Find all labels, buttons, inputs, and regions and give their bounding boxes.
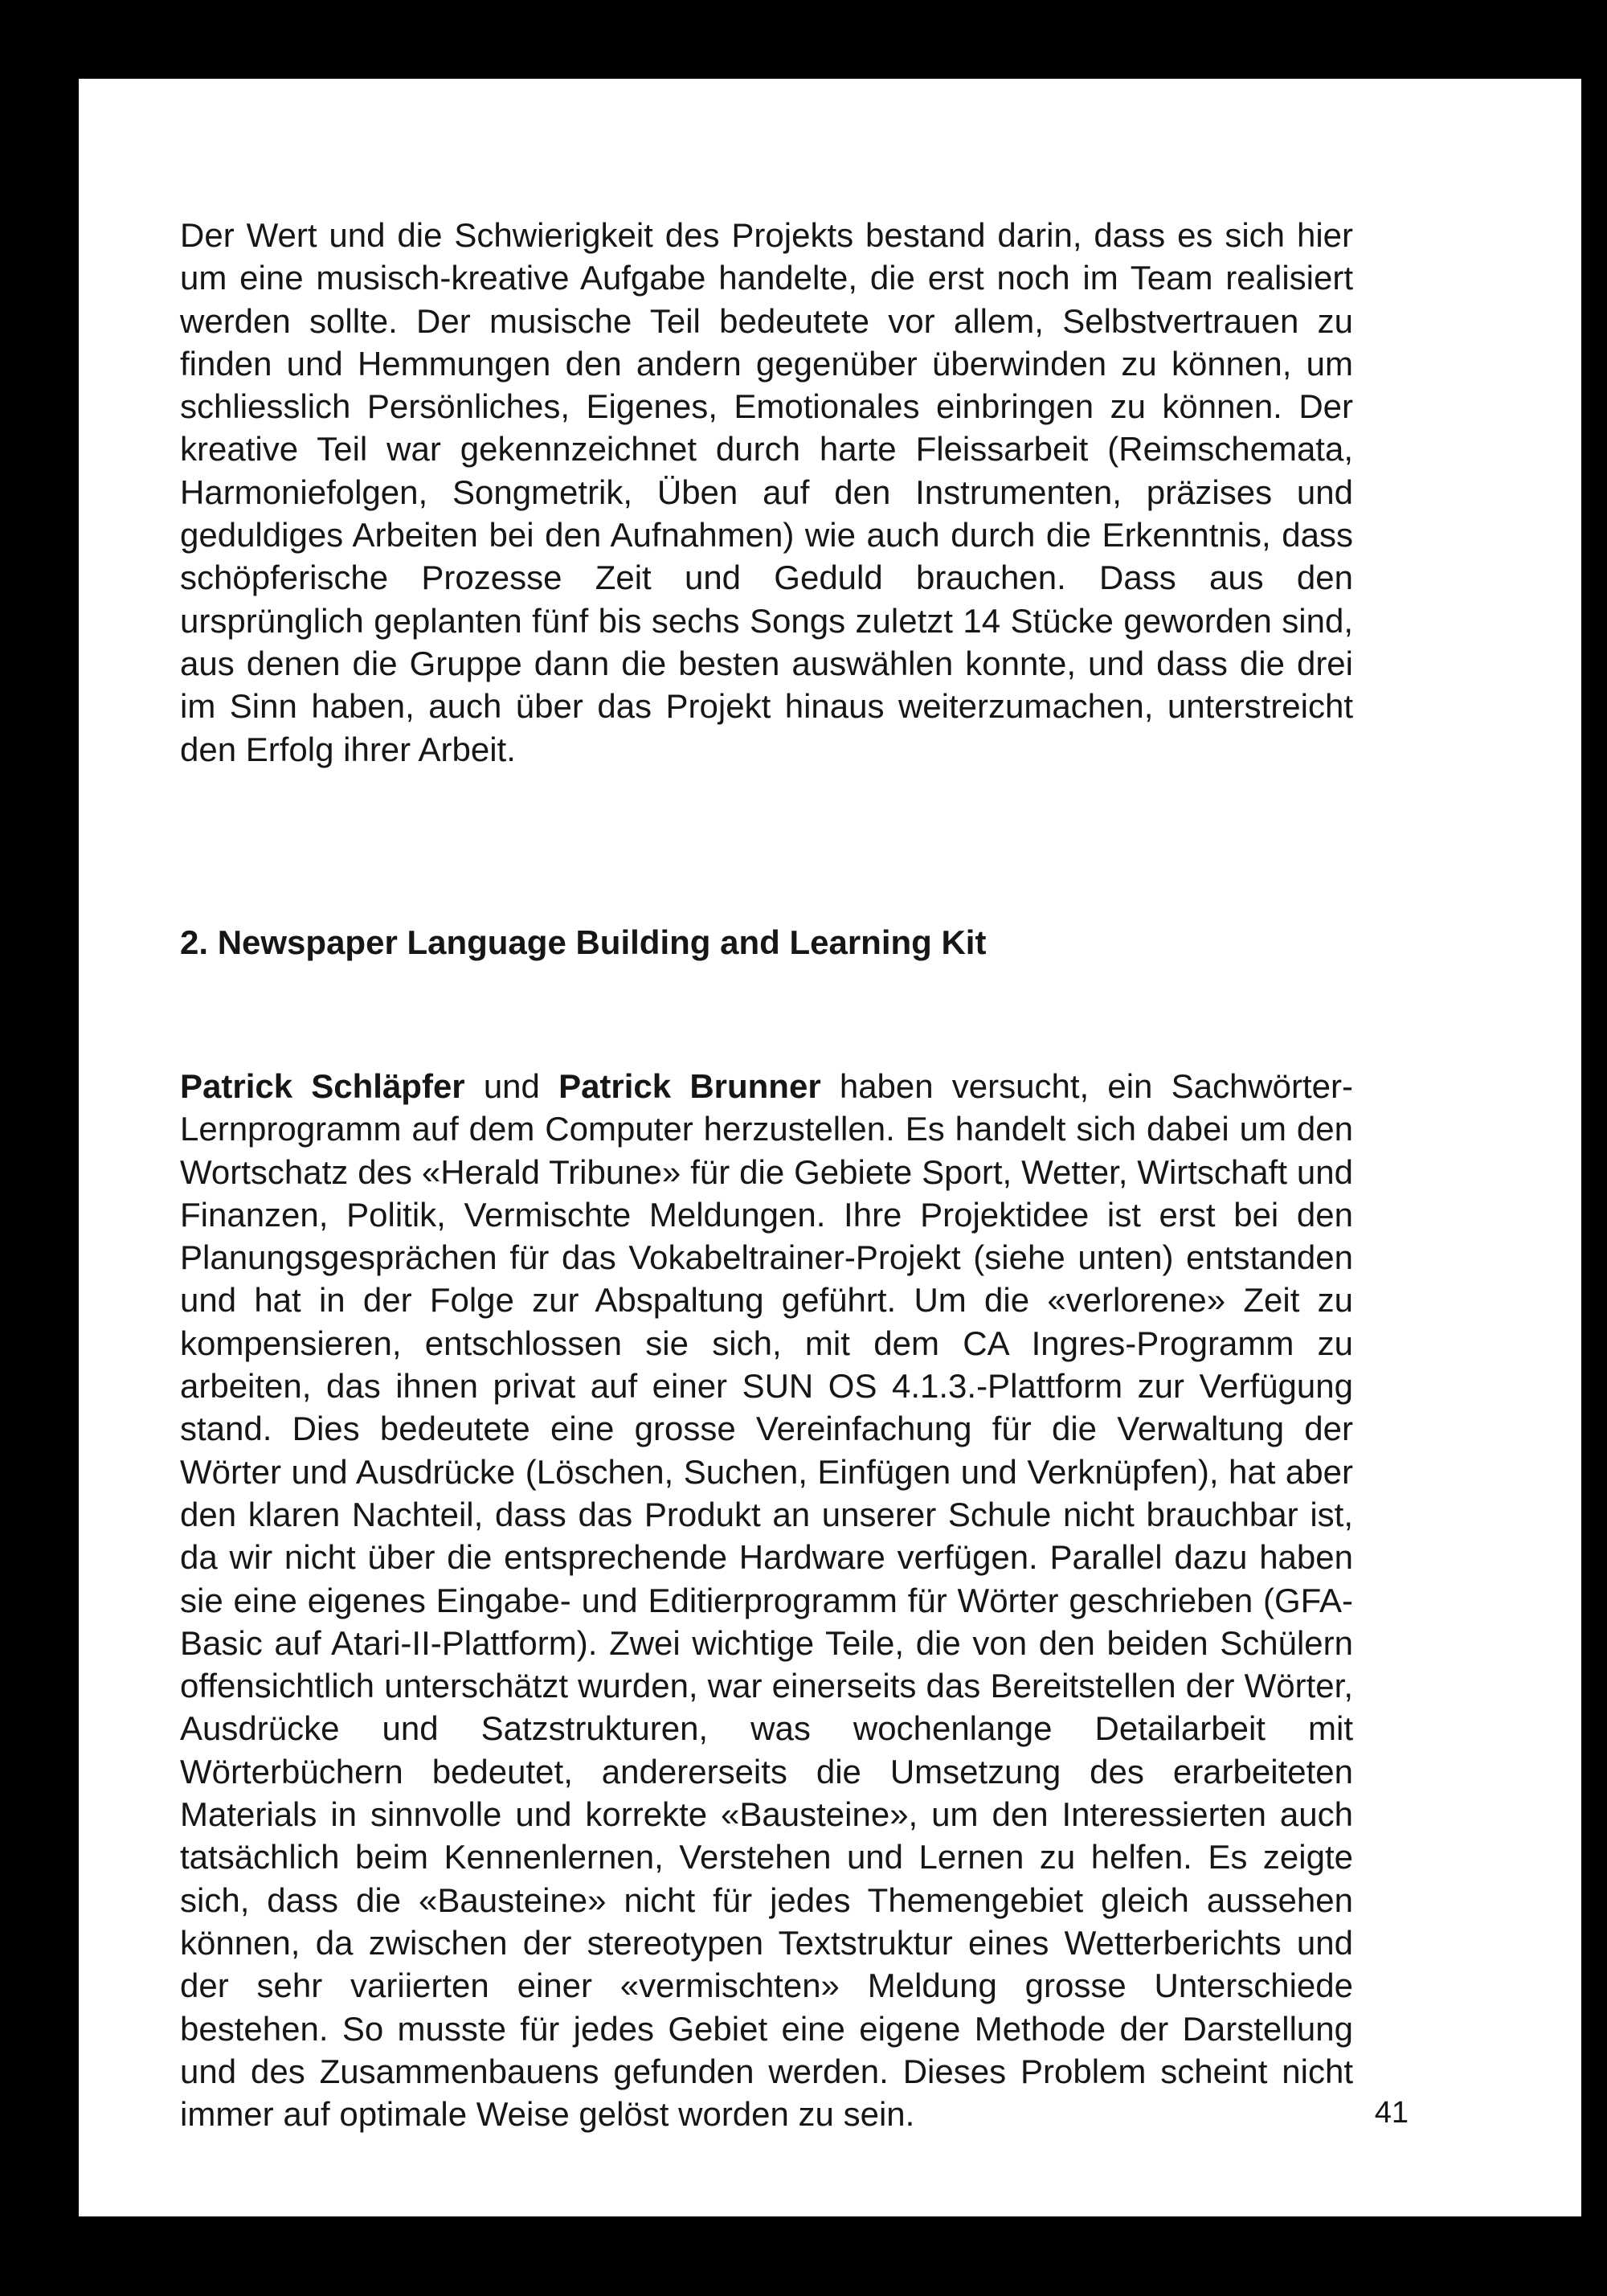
page-number: 41 [1374, 2096, 1409, 2130]
document-page [79, 79, 1581, 2216]
paragraph-newspaper-kit [180, 1065, 1353, 2135]
section-heading: 2. Newspaper Language Building and Learning Kit [180, 923, 987, 961]
paragraph-newspaper-kit-text: haben versucht, ein Sachwörter-Lernprogramm auf dem Computer herzustellen. Es handelt sich dabei um den Wortschatz des «Herald Tribune» für die Gebiete Sport, Wetter, Wirtschaft und Finanzen, Politik, Vermischte Meldungen. Ihre Projektidee ist erst bei den Planungsgesprächen für das Vokabeltrainer-Projekt (siehe unten) entstanden und hat in der Folge zur Abspaltung geführt. Um die «verlorene» Zeit zu kompensieren, entschlossen sie sich, mit dem CA Ingres-Programm zu arbeiten, das ihnen privat auf einer SUN OS 4.1.3.-Plattform zur Verfügung stand. Dies bedeutete eine grosse Vereinfachung für die Verwaltung der Wörter und Ausdrücke (Löschen, Suchen, Einfügen und Verknüpfen), hat aber den klaren Nachteil, dass das Produkt an unserer Schule nicht brauchbar ist, da wir nicht über die entsprechende Hardware verfügen. Parallel dazu haben sie eine eigenes Eingabe- und Editierprogramm für Wörter geschrieben (GFA-Basic auf Atari-II-Plattform). Zwei wichtige Teile, die von den beiden Schülern offensichtlich unterschätzt wurden, war einerseits das Bereitstellen der Wörter, Ausdrücke und Satzstrukturen, was wochenlange Detailarbeit mit Wörterbüchern bedeutet, andererseits die Umsetzung des erarbeiteten Materials in sinnvolle und korrekte «Bausteine», um den Interessierten auch tatsächlich beim Kennenlernen, Verstehen und Lernen zu helfen. Es zeigte sich, dass die «Bausteine» nicht für jedes Themengebiet gleich aussehen können, da zwischen der stereotypen Textstruktur eines Wetterberichts und der sehr variierten einer «vermischten» Meldung grosse Unterschiede bestehen. So musste für jedes Gebiet eine eigene Methode der Darstellung und des Zusammenbauens gefunden werden. Dieses Problem scheint nicht immer auf optimale Weise gelöst worden zu sein. [180, 1067, 1353, 2134]
student-name-2: Patrick Brunner [558, 1067, 821, 1105]
student-name-1: Patrick Schläpfer [180, 1067, 465, 1105]
name-connector: und [464, 1067, 559, 1105]
paragraph-project-value: Der Wert und die Schwierigkeit des Projekts bestand darin, dass es sich hier um eine musisch-kreative Aufgabe handelte, die erst noch im Team realisiert werden sollte. Der musische Teil bedeutete vor allem, Selbstvertrauen zu finden und Hemmungen den andern gegenüber überwinden zu können, um schliesslich Persönliches, Eigenes, Emotionales einbringen zu können. Der kreative Teil war gekennzeichnet durch harte Fleissarbeit (Reimschemata, Harmoniefolgen, Songmetrik, Üben auf den Instrumenten, präzises und geduldiges Arbeiten bei den Aufnahmen) wie auch durch die Erkenntnis, dass schöpferische Prozesse Zeit und Geduld brauchen. Dass aus den ursprünglich geplanten fünf bis sechs Songs zuletzt 14 Stücke geworden sind, aus denen die Gruppe dann die besten auswählen konnte, und dass die drei im Sinn haben, auch über das Projekt hinaus weiterzumachen, unterstreicht den Erfolg ihrer Arbeit. [180, 216, 1353, 768]
page-content [180, 214, 1353, 2134]
